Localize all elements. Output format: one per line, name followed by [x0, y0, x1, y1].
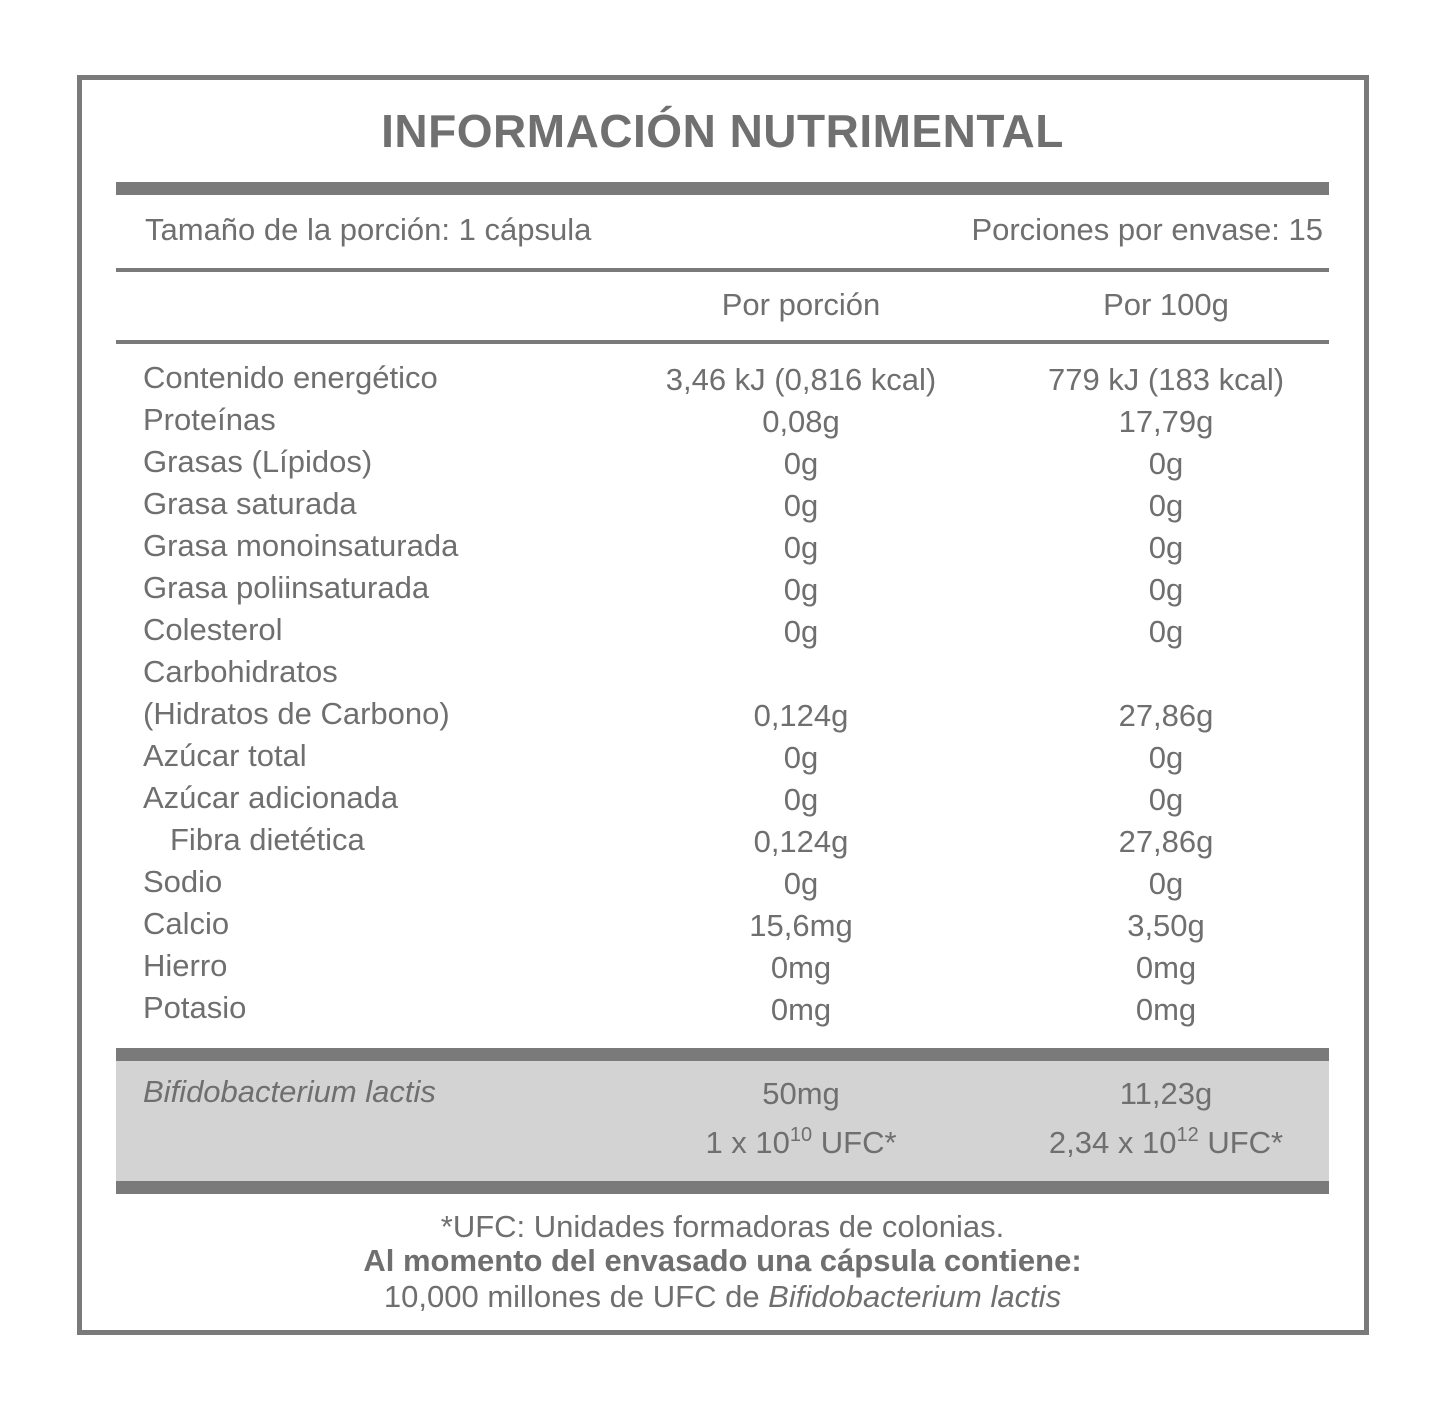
nutrient-name: Azúcar adicionada	[143, 780, 399, 815]
ufc-base: 1 x 10	[705, 1125, 790, 1160]
nutrient-row	[0, 654, 1445, 696]
nutrient-per-100g: 0mg	[1135, 950, 1197, 985]
serving-size: Tamaño de la porción: 1 cápsula	[145, 212, 592, 247]
nutrient-row	[0, 528, 1445, 570]
nutrient-row	[0, 906, 1445, 948]
nutrient-per-serving: 0g	[783, 782, 819, 817]
nutrient-per-serving: 0,08g	[762, 404, 840, 439]
nutrient-name: Hierro	[143, 948, 228, 983]
nutrient-row	[0, 486, 1445, 528]
ufc-exponent: 12	[1176, 1124, 1199, 1146]
nutrient-per-100g: 0g	[1148, 530, 1184, 565]
nutrient-per-100g: 0g	[1148, 740, 1184, 775]
nutrient-row	[0, 948, 1445, 990]
ufc-unit: UFC*	[812, 1125, 897, 1160]
nutrient-row	[0, 738, 1445, 780]
nutrient-per-100g: 0g	[1148, 572, 1184, 607]
probiotic-per-serving-mass: 50mg	[762, 1076, 840, 1111]
nutrient-per-serving: 0,124g	[753, 824, 849, 859]
nutrient-per-100g: 0g	[1148, 446, 1184, 481]
nutrient-per-100g: 0g	[1148, 782, 1184, 817]
nutrient-per-serving: 0g	[783, 740, 819, 775]
nutrient-name: Contenido energético	[143, 360, 438, 395]
nutrient-name: Grasa saturada	[143, 486, 357, 521]
nutrient-row	[0, 780, 1445, 822]
nutrient-row	[0, 696, 1445, 738]
nutrient-per-serving: 0,124g	[753, 698, 849, 733]
nutrient-per-serving: 15,6mg	[749, 908, 853, 943]
nutrient-row	[0, 402, 1445, 444]
nutrient-row	[0, 822, 1445, 864]
nutrient-name: Sodio	[143, 864, 223, 899]
ufc-exponent: 10	[789, 1124, 813, 1146]
nutrient-row	[0, 570, 1445, 612]
servings-per-container: Porciones por envase: 15	[971, 212, 1323, 247]
nutrient-per-100g: 27,86g	[1118, 824, 1214, 859]
footnote-count-text: 10,000 millones de UFC de	[383, 1279, 769, 1314]
nutrient-name: Colesterol	[143, 612, 283, 647]
nutrient-per-100g: 779 kJ (183 kcal)	[1047, 362, 1285, 397]
ufc-unit: UFC*	[1198, 1125, 1284, 1160]
nutrient-name: Grasas (Lípidos)	[143, 444, 373, 479]
nutrient-row	[0, 612, 1445, 654]
ufc-base: 2,34 x 10	[1048, 1125, 1177, 1160]
footnote-ufc-definition: *UFC: Unidades formadoras de colonias.	[440, 1209, 1005, 1244]
nutrient-per-serving: 0mg	[770, 950, 832, 985]
column-header-per-serving: Por porción	[721, 287, 881, 322]
nutrient-per-100g: 0g	[1148, 614, 1184, 649]
nutrient-per-serving: 0mg	[770, 992, 832, 1027]
footnote-capsule-count	[0, 1279, 1445, 1315]
nutrient-name: Azúcar total	[143, 738, 307, 773]
footnote-capsule-statement: Al momento del envasado una cápsula contiene:	[363, 1243, 1082, 1278]
nutrient-name: Proteínas	[143, 402, 276, 437]
nutrient-name: Grasa poliinsaturada	[143, 570, 430, 605]
nutrient-name: Carbohidratos	[143, 654, 338, 689]
probiotic-bottom-divider	[116, 1181, 1329, 1194]
probiotic-top-divider	[116, 1048, 1329, 1061]
nutrient-name: Potasio	[143, 990, 247, 1025]
nutrient-per-serving: 0g	[783, 572, 819, 607]
column-header-per-100g: Por 100g	[1103, 287, 1229, 322]
nutrient-per-100g: 0mg	[1135, 992, 1197, 1027]
nutrient-per-serving: 0g	[783, 866, 819, 901]
probiotic-per-100g-mass: 11,23g	[1119, 1076, 1213, 1111]
nutrient-row	[0, 360, 1445, 402]
nutrient-per-100g: 17,79g	[1118, 404, 1214, 439]
nutrient-per-100g: 3,50g	[1127, 908, 1205, 943]
nutrient-per-serving: 0g	[783, 488, 819, 523]
probiotic-name: Bifidobacterium lactis	[143, 1074, 436, 1109]
nutrient-per-serving: 0g	[783, 614, 819, 649]
nutrient-name: Calcio	[143, 906, 230, 941]
nutrient-name: (Hidratos de Carbono)	[143, 696, 450, 731]
nutrient-name: Grasa monoinsaturada	[143, 528, 459, 563]
nutrient-row	[0, 444, 1445, 486]
nutrient-per-serving: 0g	[783, 530, 819, 565]
label-title: INFORMACIÓN NUTRIMENTAL	[381, 105, 1064, 157]
title-divider	[116, 182, 1329, 195]
nutrient-per-serving: 3,46 kJ (0,816 kcal)	[665, 362, 937, 397]
serving-divider	[116, 268, 1329, 272]
probiotic-per-100g-ufc	[986, 1125, 1346, 1161]
nutrient-per-serving: 0g	[783, 446, 819, 481]
nutrient-row	[0, 990, 1445, 1032]
nutrient-row	[0, 864, 1445, 906]
nutrient-per-100g: 0g	[1148, 488, 1184, 523]
nutrient-per-100g: 0g	[1148, 866, 1184, 901]
nutrient-name: Fibra dietética	[170, 822, 365, 857]
footnote-species: Bifidobacterium lactis	[768, 1279, 1062, 1314]
nutrient-per-100g: 27,86g	[1118, 698, 1214, 733]
probiotic-per-serving-ufc	[621, 1125, 981, 1161]
header-divider	[116, 340, 1329, 344]
